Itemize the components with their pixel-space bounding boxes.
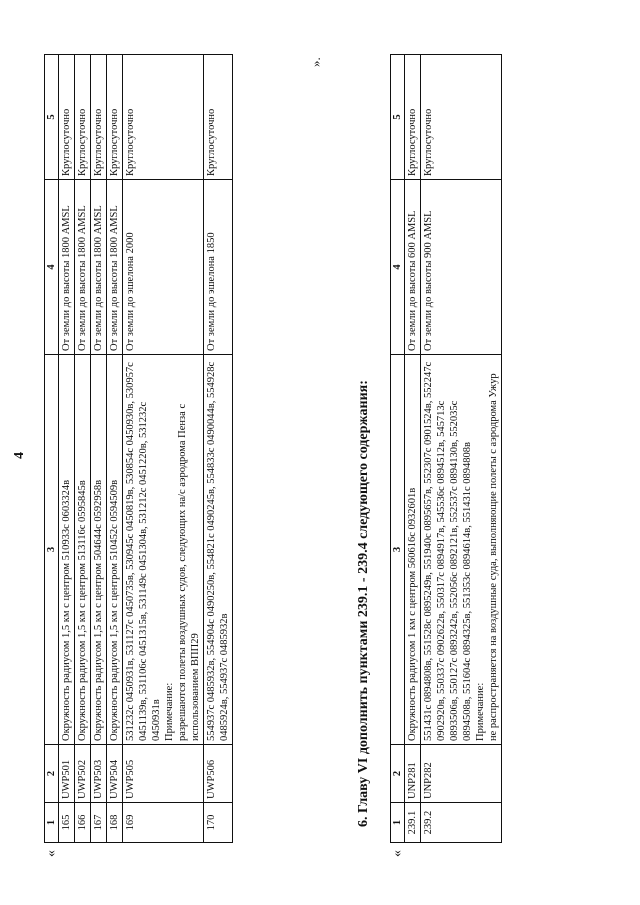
vertical-limits: От земли до эшелона 1850 — [204, 180, 233, 355]
zone-description: 531232с 0450931в, 531127с 0450735в, 530945с 0450819в, 530854с 0450930в, 530957с 0451139в, 531106с 0451315в, 531149с 0451304в, 531212с 0451220в, 531232с 0450931в — [125, 362, 163, 741]
row-number: 170 — [204, 803, 233, 843]
row-number: 168 — [107, 803, 123, 843]
zone-description: Окружность радиусом 1 км с центром 560616с 0932601в — [405, 355, 421, 745]
header-cell: 4 — [391, 180, 405, 355]
vertical-limits: От земли до высоты 1800 AMSL — [91, 180, 107, 355]
row-number: 167 — [91, 803, 107, 843]
zone-description: Окружность радиусом 1,5 км с центром 504644с 0592958в — [91, 355, 107, 745]
zone-code: UWP506 — [204, 745, 233, 803]
row-number: 165 — [59, 803, 75, 843]
opening-quote: « — [390, 850, 405, 857]
note-text: разрешаются полеты воздушных судов, следующих на/с аэродрома Пенза с использованием ВПП29 — [177, 403, 202, 741]
table-unp — [390, 55, 502, 843]
operating-time: Круглосуточно — [107, 55, 123, 180]
note-text: не распространяется на воздушные суда, выполняющие полеты с аэродрома Ужур — [488, 373, 500, 741]
zone-code: UWP501 — [59, 745, 75, 803]
zone-description: 551431с 0894808в, 551528с 0895249в, 551940с 0895657в, 552307с 0901524в, 552247с 0902920в, 550337с 0902622в, 550317с 0894917в, 545536с 0894512в, 545713с 0893506в, 550127с 0893242в, 552056с 0892121в, 552537с 0894130в, 552035с 0894508в, 551604с 0894325в, 551353с 0894614в, 551431с 0894808в — [423, 361, 474, 741]
vertical-limits: От земли до высоты 1800 AMSL — [107, 180, 123, 355]
zone-code: UWP503 — [91, 745, 107, 803]
zone-description: Окружность радиусом 1,5 км с центром 513116с 0595845в — [75, 355, 91, 745]
zone-code: UWP502 — [75, 745, 91, 803]
table-row — [204, 55, 233, 843]
note-title: Примечание: — [164, 682, 176, 741]
header-cell: 3 — [391, 355, 405, 745]
operating-time: Круглосуточно — [91, 55, 107, 180]
vertical-limits: От земли до высоты 900 AMSL — [421, 180, 502, 355]
operating-time: Круглосуточно — [204, 55, 233, 180]
header-cell: 1 — [45, 803, 59, 843]
row-number: 166 — [75, 803, 91, 843]
operating-time: Круглосуточно — [75, 55, 91, 180]
header-cell: 4 — [45, 180, 59, 355]
table-row — [91, 55, 107, 843]
operating-time: Круглосуточно — [421, 55, 502, 180]
header-cell: 3 — [45, 355, 59, 745]
vertical-limits: От земли до эшелона 2000 — [123, 180, 204, 355]
operating-time: Круглосуточно — [59, 55, 75, 180]
table-row — [75, 55, 91, 843]
table-header-row — [391, 55, 405, 843]
header-cell: 2 — [45, 745, 59, 803]
vertical-limits: От земли до высоты 600 AMSL — [405, 180, 421, 355]
vertical-limits: От земли до высоты 1800 AMSL — [75, 180, 91, 355]
zone-description: 554937с 0485932в, 554904с 0490250в, 554821с 0490245в, 554833с 0490044в, 554928с 0485924в, 554937с 0485932в — [204, 355, 233, 745]
operating-time: Круглосуточно — [405, 55, 421, 180]
operating-time: Круглосуточно — [123, 55, 204, 180]
opening-quote: « — [44, 850, 59, 857]
table-header-row — [45, 55, 59, 843]
vertical-limits: От земли до высоты 1800 AMSL — [59, 180, 75, 355]
zone-code: UWP505 — [123, 745, 204, 803]
row-number: 239.2 — [421, 803, 502, 843]
table-uwp — [44, 55, 233, 843]
zone-code: UNP281 — [405, 745, 421, 803]
page-number: 4 — [12, 452, 27, 459]
row-number: 169 — [123, 803, 204, 843]
section-heading: 6. Главу VI дополнить пунктами 239.1 - 239.4 следующего содержания: — [356, 380, 371, 827]
closing-quote: ». — [308, 57, 323, 67]
zone-code: UWP504 — [107, 745, 123, 803]
table-row — [405, 55, 421, 843]
header-cell: 5 — [45, 55, 59, 180]
header-cell: 2 — [391, 745, 405, 803]
zone-description-cell — [421, 355, 502, 745]
header-cell: 5 — [391, 55, 405, 180]
zone-description-cell — [123, 355, 204, 745]
header-cell: 1 — [391, 803, 405, 843]
table-row — [59, 55, 75, 843]
zone-description: Окружность радиусом 1,5 км с центром 510933с 0603324в — [59, 355, 75, 745]
zone-description: Окружность радиусом 1,5 км с центром 510452с 0594509в — [107, 355, 123, 745]
zone-code: UNP282 — [421, 745, 502, 803]
table-row — [421, 55, 502, 843]
note-title: Примечание: — [475, 682, 487, 741]
row-number: 239.1 — [405, 803, 421, 843]
table-row — [123, 55, 204, 843]
table-row — [107, 55, 123, 843]
